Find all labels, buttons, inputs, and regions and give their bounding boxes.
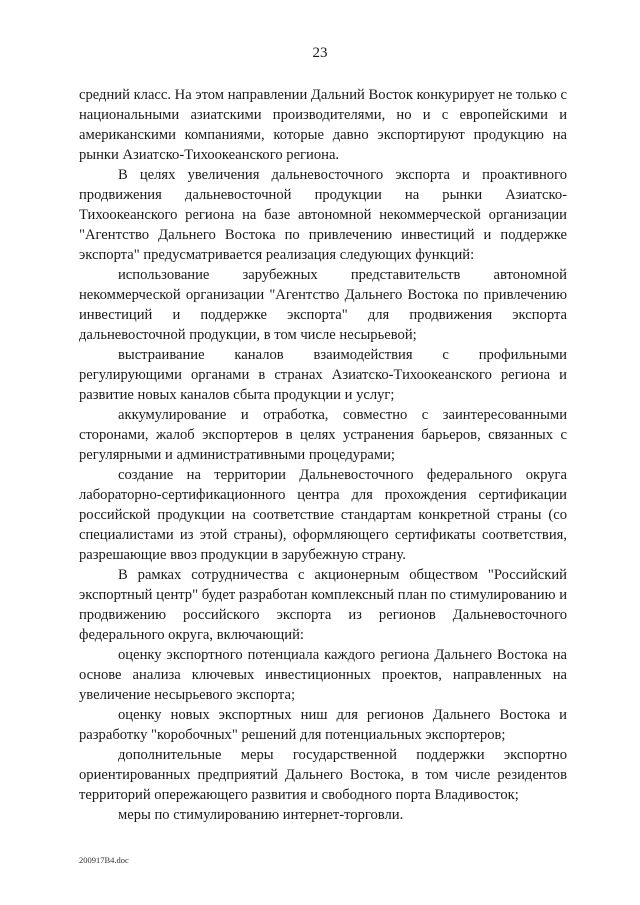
document-body bbox=[79, 85, 567, 825]
list-item-e-commerce: меры по стимулированию интернет-торговли. bbox=[118, 807, 404, 823]
list-item-exporter-complaints: аккумулирование и отработка, совместно с заинтересованными сторонами, жалоб экспортеров в целях устранения барьеров, связанных с регулярными и административными процедурами; bbox=[79, 407, 567, 463]
list-item-regulator-channels: выстраивание каналов взаимодействия с профильными регулирующими органами в странах Азиатско-Тихоокеанского региона и развитие новых каналов сбыта продукции и услуг; bbox=[79, 347, 567, 403]
list-item-foreign-offices: использование зарубежных представительств автономной некоммерческой организации "Агентство Дальнего Востока по привлечению инвестиций и поддержке экспорта" для продвижения экспорта дальневосточной продукции, в том числе несырьевой; bbox=[79, 267, 567, 343]
list-item-export-potential: оценку экспортного потенциала каждого региона Дальнего Востока на основе анализа ключевых инвестиционных проектов, направленных на увеличение несырьевого экспорта; bbox=[79, 647, 567, 703]
footer-filename: 200917В4.doc bbox=[79, 855, 129, 865]
paragraph-export-center-plan: В рамках сотрудничества с акционерным обществом "Российский экспортный центр" будет разработан комплексный план по стимулированию и продвижению российского экспорта из регионов Дальневосточного федерального округа, включающий: bbox=[79, 567, 567, 643]
list-item-state-support: дополнительные меры государственной поддержки экспортно ориентированных предприятий Дальнего Востока, в том числе резидентов территорий опережающего развития и свободного порта Владивосток; bbox=[79, 747, 567, 803]
list-item-certification-center: создание на территории Дальневосточного федерального округа лабораторно-сертификационного центра для прохождения сертификации российской продукции на соответствие стандартам конкретной страны (со специалистами из этой страны), оформляющего сертификаты соответствия, разрешающие ввоз продукции в зарубежную страну. bbox=[79, 467, 567, 563]
page-number: 23 bbox=[312, 45, 328, 61]
paragraph-market-competition: средний класс. На этом направлении Дальний Восток конкурирует не только с национальными азиатскими производителями, но и с европейскими и американскими компаниями, которые давно экспортируют продукцию на рынки Азиатско-Тихоокеанского региона. bbox=[79, 87, 567, 163]
paragraph-export-agency-intro: В целях увеличения дальневосточного экспорта и проактивного продвижения дальневосточной продукции на рынки Азиатско-Тихоокеанского региона на базе автономной некоммерческой организации "Агентство Дальнего Востока по привлечению инвестиций и поддержке экспорта" предусматривается реализация следующих функций: bbox=[79, 167, 567, 263]
list-item-export-niches: оценку новых экспортных ниш для регионов Дальнего Востока и разработку "коробочных" решений для потенциальных экспортеров; bbox=[79, 707, 567, 743]
